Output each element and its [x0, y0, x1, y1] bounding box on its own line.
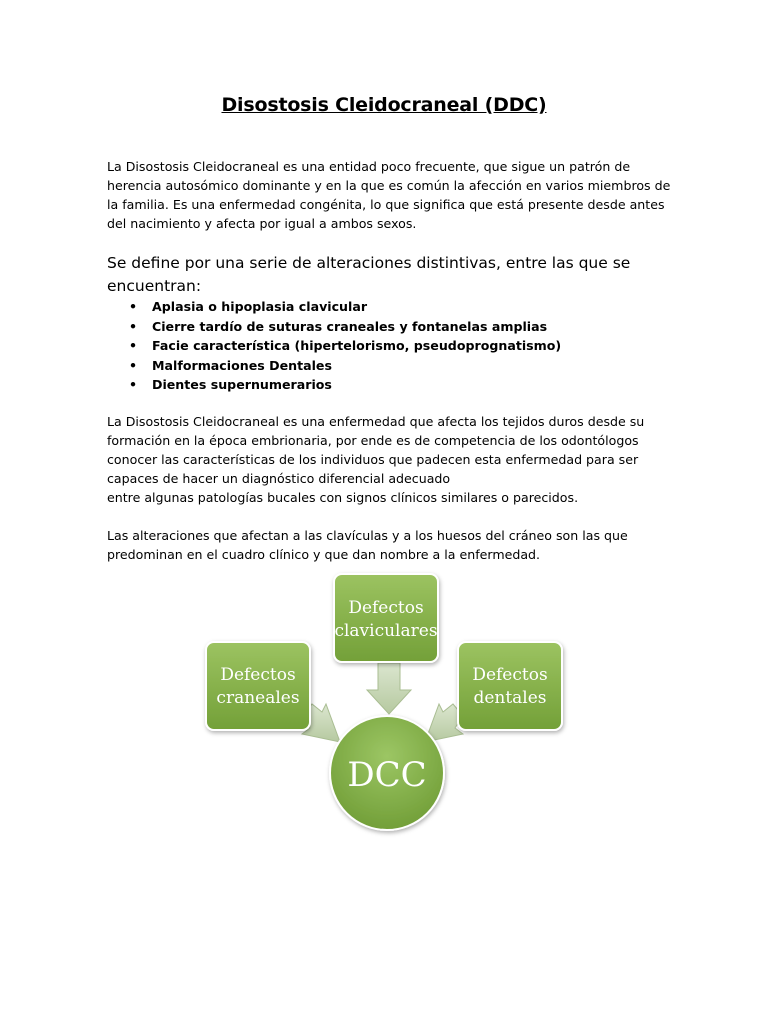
defectos-dentales-box [458, 642, 562, 730]
bullet-icon: • [129, 338, 138, 353]
bullet-icon: • [129, 299, 138, 314]
list-item-label: Dientes supernumerarios [152, 377, 332, 392]
text-line: la familia. Es una enfermedad congénita, lo que significa que está presente desde antes [107, 197, 665, 212]
down-arrow-icon [367, 663, 411, 714]
list-item-label: Aplasia o hipoplasia clavicular [152, 299, 368, 314]
text-line: del nacimiento y afecta por igual a ambos sexos. [107, 216, 417, 231]
box-label: Defectos [220, 665, 296, 685]
text-line: formación en la época embrionaria, por ende es de competencia de los odontólogos [107, 433, 639, 448]
text-line: entre algunas patologías bucales con signos clínicos similares o parecidos. [107, 490, 579, 505]
text-line: predominan en el cuadro clínico y que dan nombre a la enfermedad. [107, 547, 541, 562]
text-line: encuentran: [107, 277, 202, 295]
box-label: claviculares [334, 621, 438, 641]
text-line: conocer las características de los individuos que padecen esta enfermedad para ser [107, 452, 639, 467]
box-label: Defectos [348, 598, 424, 618]
document-title: Disostosis Cleidocraneal (DDC) [221, 94, 547, 116]
text-line: herencia autosómico dominante y en la que es común la afección en varios miembros de [107, 178, 671, 193]
list-item-label: Malformaciones Dentales [152, 357, 332, 373]
bullet-icon: • [129, 377, 138, 392]
box-label: craneales [216, 688, 300, 708]
text-line: capaces de hacer un diagnóstico diferencial adecuado [107, 471, 451, 486]
bullet-icon: • [129, 318, 138, 334]
text-line: Las alteraciones que afectan a las clavículas y a los huesos del cráneo son las que [107, 528, 628, 543]
defectos-craneales-box [206, 642, 310, 730]
box-label: Defectos [472, 665, 548, 685]
defectos-claviculares-box [334, 574, 438, 662]
box-label: dentales [473, 688, 547, 708]
list-item-label: Cierre tardío de suturas craneales y fontanelas amplias [152, 318, 548, 334]
bullet-icon: • [129, 357, 138, 373]
text-line: La Disostosis Cleidocraneal es una enfermedad que afecta los tejidos duros desde su [107, 414, 645, 429]
center-label: DCC [347, 755, 427, 795]
list-item-label: Facie característica (hipertelorismo, pseudoprognatismo) [152, 338, 562, 353]
text-line: La Disostosis Cleidocraneal es una entidad poco frecuente, que sigue un patrón de [107, 159, 631, 174]
text-line: Se define por una serie de alteraciones distintivas, entre las que se [107, 254, 631, 272]
